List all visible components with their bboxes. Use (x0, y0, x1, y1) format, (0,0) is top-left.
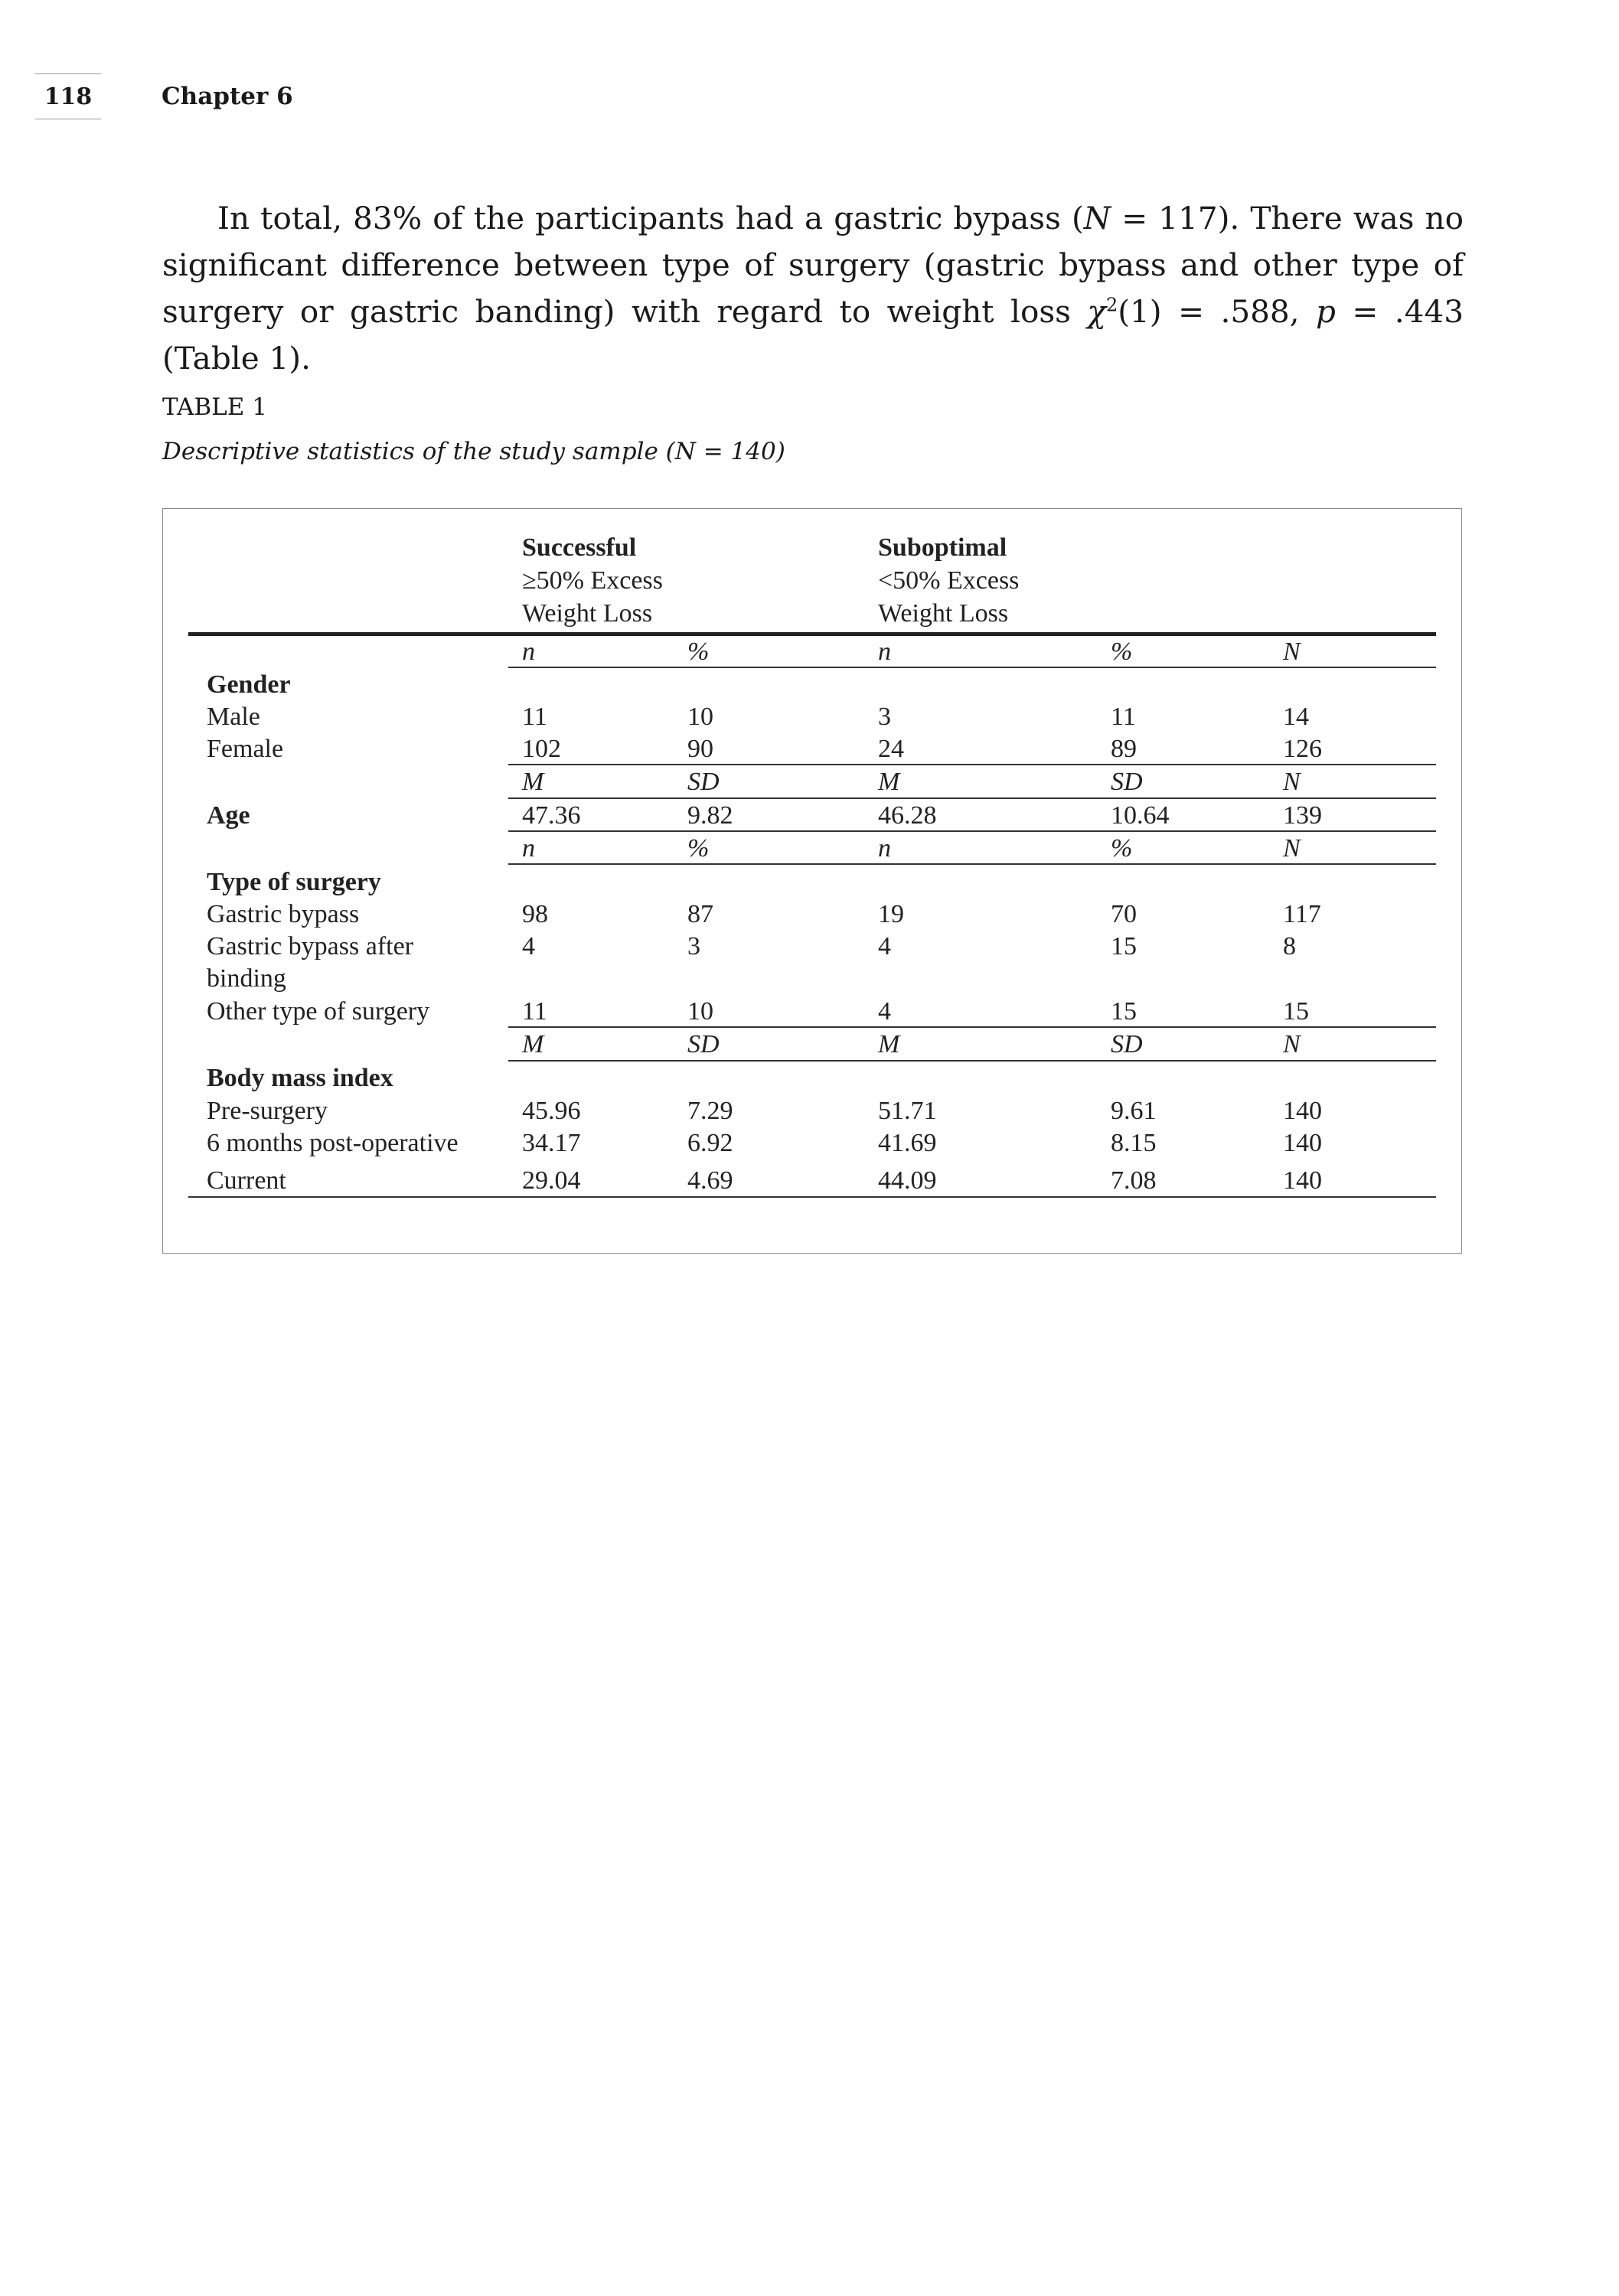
col-mean: M (878, 768, 900, 796)
cell: 140 (1283, 1129, 1322, 1157)
col-percent: % (687, 834, 710, 863)
col-percent: % (1111, 834, 1133, 863)
cell: 29.04 (522, 1166, 581, 1195)
cell: 3 (878, 703, 891, 731)
cell: 70 (1111, 900, 1137, 928)
cell: 7.08 (1111, 1166, 1157, 1195)
cell: 9.61 (1111, 1097, 1157, 1125)
cell: 44.09 (878, 1166, 937, 1195)
col-percent: % (1111, 638, 1133, 666)
cell: 14 (1283, 703, 1309, 731)
row-label-cont: binding (207, 964, 286, 993)
col-sd: SD (687, 768, 720, 796)
cell: 139 (1283, 801, 1322, 830)
cell: 102 (522, 735, 561, 763)
cell: 98 (522, 900, 548, 928)
col-n: n (522, 834, 535, 863)
cell: 9.82 (687, 801, 733, 830)
row-label: Gastric bypass after (207, 932, 414, 960)
running-header (35, 73, 293, 119)
row-label: Gastric bypass (207, 900, 360, 928)
row-label: 6 months post-operative (207, 1129, 459, 1157)
cell: 15 (1111, 997, 1137, 1026)
cell: 11 (1111, 703, 1136, 731)
cell: 4.69 (687, 1166, 733, 1195)
cell: 10 (687, 703, 713, 731)
col-sd: SD (1111, 768, 1143, 796)
col-sd: SD (687, 1030, 720, 1058)
row-label: Male (207, 703, 260, 731)
cell: 45.96 (522, 1097, 581, 1125)
cell: 41.69 (878, 1129, 937, 1157)
col-sd: SD (1111, 1030, 1143, 1058)
cell: 117 (1283, 900, 1321, 928)
cell: 11 (522, 997, 547, 1026)
section-title-age: Age (207, 801, 250, 830)
table-label: TABLE 1 (162, 393, 267, 421)
table-caption: Descriptive statistics of the study sample (N = 140) (162, 438, 785, 465)
col-total-n: N (1283, 768, 1301, 796)
row-label: Current (207, 1166, 286, 1195)
successful-subheader: ≥50% Excess (522, 566, 663, 595)
cell: 11 (522, 703, 547, 731)
section-title-surgery: Type of surgery (207, 868, 381, 896)
col-mean: M (522, 768, 544, 796)
successful-subheader-2: Weight Loss (522, 599, 653, 628)
cell: 15 (1111, 932, 1137, 960)
col-n: n (878, 834, 891, 863)
cell: 15 (1283, 997, 1309, 1026)
body-paragraph (162, 195, 1464, 382)
col-n: n (878, 638, 891, 666)
section-title-bmi: Body mass index (207, 1064, 393, 1092)
cell: 7.29 (687, 1097, 733, 1125)
cell: 51.71 (878, 1097, 937, 1125)
cell: 140 (1283, 1166, 1322, 1195)
cell: 4 (878, 997, 891, 1026)
col-percent: % (687, 638, 710, 666)
cell: 90 (687, 735, 713, 763)
cell: 6.92 (687, 1129, 733, 1157)
cell: 8 (1283, 932, 1296, 960)
cell: 46.28 (878, 801, 937, 830)
row-label: Pre-surgery (207, 1097, 328, 1125)
col-total-n: N (1283, 1030, 1301, 1058)
cell: 3 (687, 932, 700, 960)
cell: 19 (878, 900, 904, 928)
cell: 89 (1111, 735, 1137, 763)
col-n: n (522, 638, 535, 666)
section-title-gender: Gender (207, 670, 291, 699)
cell: 126 (1283, 735, 1322, 763)
row-label: Female (207, 735, 284, 763)
cell: 8.15 (1111, 1129, 1157, 1157)
chapter-title: Chapter 6 (162, 83, 293, 110)
cell: 87 (687, 900, 713, 928)
cell: 24 (878, 735, 904, 763)
suboptimal-subheader: <50% Excess (878, 566, 1020, 595)
successful-header: Successful (522, 533, 637, 562)
intro-paragraph: In total, 83% of the participants had a gastric bypass (N = 117). There was no significant difference between type of surgery (gastric bypass and other type of surgery or gastric banding) with regard to weight loss $\chi^2(1) = .588$, p = .443 (Table 1). (162, 200, 1464, 377)
col-total-n: N (1283, 638, 1301, 666)
col-mean: M (522, 1030, 544, 1058)
cell: 140 (1283, 1097, 1322, 1125)
suboptimal-header: Suboptimal (878, 533, 1007, 562)
cell: 4 (522, 932, 535, 960)
cell: 47.36 (522, 801, 581, 830)
page-number: 118 (35, 73, 101, 119)
col-total-n: N (1283, 834, 1301, 863)
row-label: Other type of surgery (207, 997, 430, 1026)
suboptimal-subheader-2: Weight Loss (878, 599, 1009, 628)
cell: 10.64 (1111, 801, 1170, 830)
col-mean: M (878, 1030, 900, 1058)
cell: 10 (687, 997, 713, 1026)
table-frame (162, 508, 1462, 1254)
cell: 4 (878, 932, 891, 960)
cell: 34.17 (522, 1129, 581, 1157)
